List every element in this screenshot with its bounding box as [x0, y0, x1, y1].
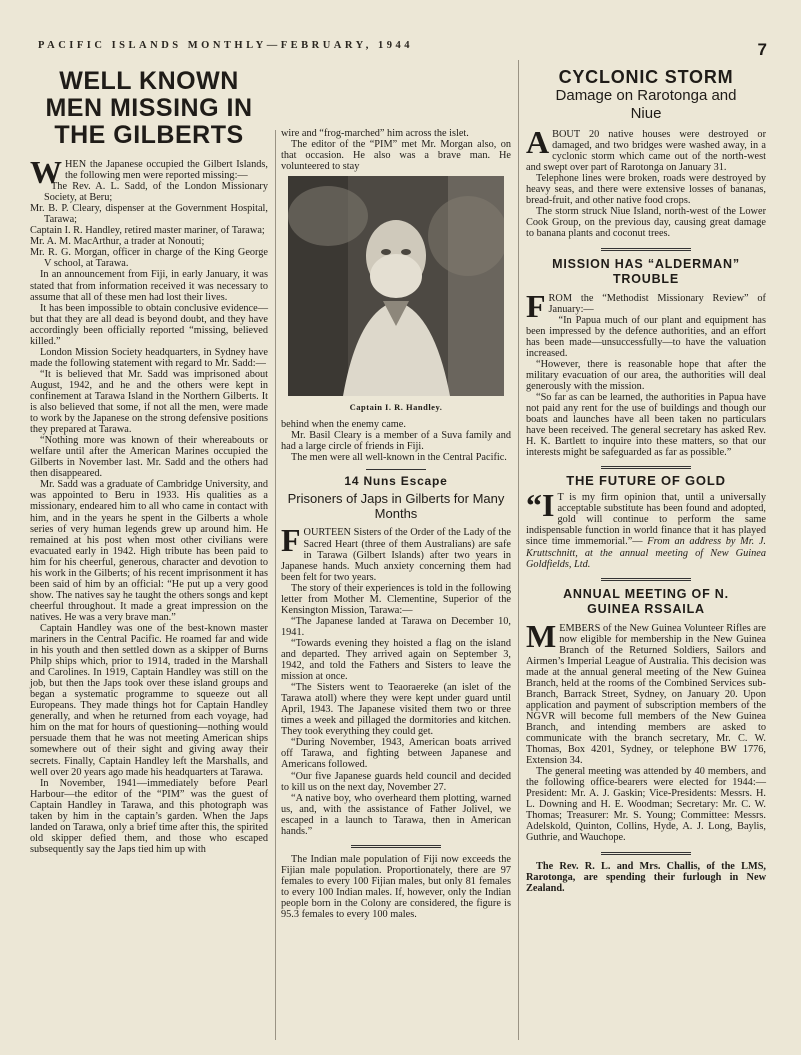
gold-lead: “I T is my firm opinion that, until a universally acceptable substitute has been found and adopted, gold will continue to perform the same indispensable function in world finance that it has played since time immemorial.”— From an address by Mr. J. Kruttschnitt, at the annual meeting of New Guinea Goldfields, Ltd.	[526, 487, 767, 570]
fiji-paragraph: The Indian male population of Fiji now exceeds the Fijian male population. Proportionately, there are 97 females to every 100 Fijian males, but only 81 females to every 100 Indian males. If, however, only the Indian people born in the Colony are considered, the figure is 95.3 females to every 100 males.	[281, 853, 511, 921]
drop-cap: “I	[526, 487, 555, 524]
missing-item: Mr. A. M. MacArthur, a trader at Nonouti;	[30, 236, 205, 248]
paragraph: The story of their experiences is told in the following letter from Mother M. Clementine, Superior of the Kensington Mission, Tarawa:—	[281, 582, 511, 616]
nuns-subtitle: Prisoners of Japs in Gilberts for Many Months	[287, 491, 505, 522]
column-middle	[281, 128, 511, 920]
paragraph: “During November, 1943, American boats arrived off Tarawa, and fighting between Japanese and Americans followed.	[281, 737, 511, 771]
storm-title: CYCLONIC STORM	[558, 67, 734, 87]
portrait-image	[288, 176, 504, 396]
section-rule	[601, 578, 691, 581]
paragraph: The general meeting was attended by 40 members, and the following office-bearers were elected for 1944:—President: Mr. A. J. Gaskin; Vice-Presidents: Messrs. H. L. Downing and H. E. Woodman; Secretary: Mr. C. W. Thomas; Treasurer: Mr. S. Young; Committee: Messrs. Adelskold, Quinton, Collins, Hyde, A. J. Long, Baylis, Guthrie, and Wauchope.	[526, 766, 766, 844]
paragraph: “The Sisters went to Teaoraereke (an islet of the Tarawa atoll) where they were kept under guard until April, 1943. The Japanese visited them two or three times a week and pillaged the dormitories and kitchen. They took everything they could get.	[281, 682, 511, 738]
storm-subtitle: Damage on Rarotonga and Niue	[555, 87, 737, 123]
paragraph: The editor of the “PIM” met Mr. Morgan also, on that occasion. He also was a brave man. He volunteered to stay	[281, 139, 511, 173]
paragraph: behind when the enemy came.	[281, 419, 406, 431]
column-divider	[275, 130, 276, 1040]
challis-note: The Rev. R. L. and Mrs. Challis, of the LMS, Rarotonga, are spending their furlough in New Zealand.	[526, 860, 766, 894]
photo-caption: Captain I. R. Handley.	[349, 402, 443, 413]
paragraph: It has been impossible to obtain conclusive evidence—but that they are all dead is beyond doubt, and they have accordingly been officially reported “missing, believed killed.”	[30, 302, 268, 347]
paragraph: Captain Handley was one of the best-known master mariners in the Central Pacific. He roamed far and wide in his youth and then settled down as a skipper of Burns Philp ships which, prior to 1914, traded in the Marshall and Carolines. In 1919, Captain Handley was still on the job, but then the Japs took over these island groups and began a systematic programme to squeeze out all Europeans. They made things hot for Captain Handley generally, and when he returned from each voyage, had him on the mat for hours of questioning—nothing would persuade them that he was not meeting American ships somewhere out of their sight and giving away their secrets. Finally, Captain Handley left the Marshalls, and well over 20 years ago made his headquarters at Tarawa.	[30, 622, 268, 778]
missing-item: Mr. R. G. Morgan, officer in charge of the King George V school, at Tarawa.	[30, 247, 268, 270]
column-right	[526, 60, 766, 894]
nuns-lead: FOURTEEN Sisters of the Order of the Lady of the Sacred Heart (three of them Australians) are safe in Tarawa (Gilbert Islands) after two years in Japanese hands. Much anxiety concerning them had been felt for two years.	[281, 522, 511, 583]
paragraph: “Towards evening they hoisted a flag on the island and departed. They arrived again on September 3, 1942, and told the Fathers and Sisters to leave the mission at once.	[281, 637, 511, 683]
annual-lead: MEMBERS of the New Guinea Volunteer Rifles are now eligible for membership in the New Guinea Branch of the Returned Soldiers, Sailors and Airmen’s Imperial League of Australia. This decision was made at the annual general meeting of the New Guinea Branch, held at the rooms of the Combined Services sub-Branch, Barrack Street, Sydney, on January 20. Upon application and payment of subscription members of the NGVR will become full members of the New Guinea Branch, and intending members are asked to communicate with the branch secretary, Mr. C. W. Thomas, Box 4201, Sydney, or telephone BW 1776, Extension 34.	[526, 617, 766, 767]
missing-item: The Rev. A. L. Sadd, of the London Missionary Society, at Beru;	[44, 181, 268, 204]
gold-title: THE FUTURE OF GOLD	[566, 473, 726, 489]
paragraph: Telephone lines were broken, roads were destroyed by heavy seas, and there were extensive losses of bananas, bread-fruit, and other native food crops.	[526, 173, 766, 207]
section-rule	[601, 248, 691, 251]
drop-cap: F	[281, 522, 301, 559]
drop-cap: M	[526, 617, 557, 654]
drop-cap: W	[30, 154, 62, 190]
drop-cap: A	[526, 124, 550, 161]
paragraph: “Our five Japanese guards held council and decided to kill us on the next day, November 27.	[281, 770, 511, 793]
masthead: PACIFIC ISLANDS MONTHLY—FEBRUARY, 1944	[38, 40, 413, 51]
paragraph: “It is believed that Mr. Sadd was imprisoned about August, 1942, and he and the others were kept in confinement at Tarawa Island in the Northern Gilberts. It is also believed that some, if not all the men, were made to work by the Japanese on the strong defensive positions they prepared at Tarawa.	[30, 368, 268, 436]
missing-item: Captain I. R. Handley, retired master mariner, of Tarawa;	[30, 225, 265, 237]
page-number: 7	[757, 40, 767, 59]
paragraph: In an announcement from Fiji, in early January, it was stated that from information received it was necessary to assume that all of these men had lost their lives.	[30, 269, 268, 303]
paragraph: “In Papua much of our plant and equipment has been impressed by the defence authorities, and an effort has been made—unsuccessfully—to have the valuation increased.	[526, 314, 766, 359]
paragraph: “Nothing more was known of their whereabouts or welfare until after the American Marines occupied the Gilberts in November last. Mr. Sadd and the others had then disappeared.	[30, 435, 268, 480]
section-rule	[601, 852, 691, 855]
paragraph: The storm struck Niue Island, north-west of the Lower Cook Group, on the previous day, causing great damage to banana plants and coconut trees.	[526, 206, 766, 240]
annual-title: ANNUAL MEETING OF N. GUINEA RSSAILA	[563, 586, 729, 616]
mission-lead: FROM the “Methodist Missionary Review” of January:—	[526, 287, 766, 324]
paragraph: Mr. Sadd was a graduate of Cambridge University, and was appointed to Beru in 1933. His qualities as a missionary, endeared him to all who came in contact with him, and in the years he spent in the Gilberts a whole series of very human legends grew up around him. He remained at his post when most other civilians were evacuated early in 1942. High tribute has been paid to him for his cheerful, generous, character and devotion to his work in the Gilberts; of his recent imprisonment it has been said of him by an official: “He put up a very good show. The natives say he taught the others songs and kept cheerful throughout. It made a great impression on the natives. He was a very brave man.”	[30, 479, 268, 623]
paragraph: London Mission Society headquarters, in Sydney have made the following statement with regard to Mr. Sadd:—	[30, 346, 268, 369]
paragraph: The men were all well-known in the Central Pacific.	[291, 452, 507, 464]
article-title: WELL KNOWN MEN MISSING IN THE GILBERTS	[45, 67, 253, 149]
paragraph: “So far as can be learned, the authorities in Papua have not paid any rent for the use of buildings and though our boats and launches have all been taken no particulars have been received. The general secretary has asked Rev. H. K. Bartlett to inquire into these matters, so that our interests might be safeguarded as far as possible.”	[526, 391, 766, 459]
missing-item: Mr. B. P. Cleary, dispenser at the Government Hospital, Tarawa;	[30, 203, 268, 226]
section-rule	[366, 469, 426, 470]
column-divider	[518, 60, 519, 1040]
portrait-photo	[288, 176, 504, 396]
column-left	[30, 60, 268, 855]
paragraph: “However, there is reasonable hope that after the military evacuation of our area, the authorities will deal generously with the mission.	[526, 358, 766, 392]
paragraph: In November, 1941—immediately before Pearl Harbour—the editor of the “PIM” was the guest of Captain Handley in Tarawa, and this photograph was taken by him in the captain’s garden. When the Japs landed on Tarawa, only a brief time after this, the spirited old skipper defied them, and those who escaped subsequently say the Japs tied him up with	[30, 777, 268, 855]
paragraph: Mr. Basil Cleary is a member of a Suva family and had a large circle of friends in Fiji.	[281, 430, 511, 453]
storm-lead: ABOUT 20 native houses were destroyed or damaged, and two bridges were washed away, in a cyclonic storm which came out of the north-west and swept over part of Rarotonga on January 31.	[526, 124, 766, 174]
drop-cap: F	[526, 287, 546, 324]
section-rule	[351, 845, 441, 848]
paragraph: “The Japanese landed at Tarawa on December 10, 1941.	[281, 615, 511, 638]
paragraph: wire and “frog-marched” him across the islet.	[281, 128, 469, 139]
paragraph: “A native boy, who overheard them plotting, warned us, and, with the assistance of Father Jolivel, we escaped in a launch to Tarawa, then in American hands.”	[281, 792, 511, 837]
gold-credit: From an address by Mr. J. Kruttschnitt, at the annual meeting of New Guinea Goldfields, Ltd.	[526, 536, 767, 570]
nuns-title: 14 Nuns Escape	[344, 474, 448, 489]
mission-title: MISSION HAS “ALDERMAN” TROUBLE	[552, 256, 740, 286]
section-rule	[601, 466, 691, 469]
lead-paragraph: WHEN the Japanese occupied the Gilbert Islands, the following men were reported missing:—	[30, 154, 268, 190]
